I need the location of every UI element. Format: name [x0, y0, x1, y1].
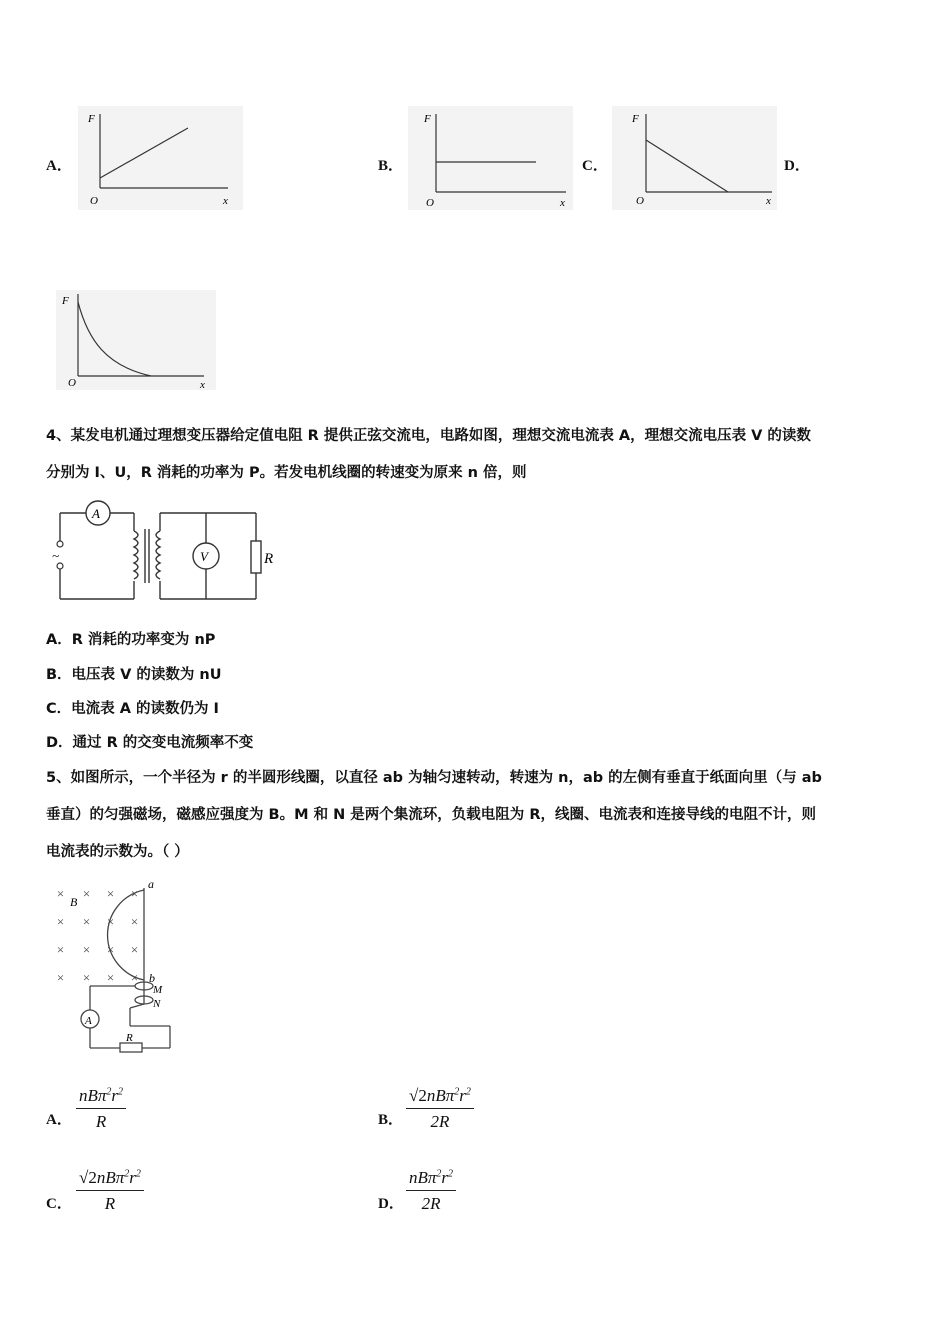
graph-b-constant — [408, 106, 573, 210]
q4-text-line1: 4、某发电机通过理想变压器给定值电阻 R 提供正弦交流电，电路如图，理想交流电流表 A，理想交流电压表 V 的读数 — [46, 428, 811, 444]
label-m: M — [153, 984, 163, 996]
field-cross: × — [82, 942, 91, 957]
q4-option-a: A．R 消耗的功率变为 nP — [46, 632, 216, 648]
origin-label: O — [90, 195, 98, 207]
ammeter-label: A — [92, 506, 100, 521]
graph-a-linear-increasing — [78, 106, 243, 210]
ac-source-symbol: ~ — [52, 548, 60, 563]
label-n: N — [153, 998, 161, 1010]
q5-option-b-label: B． — [378, 1112, 404, 1128]
voltmeter-label: V — [200, 549, 208, 564]
field-cross: × — [130, 886, 139, 901]
q5-text-line3: 电流表的示数为。（ ） — [46, 844, 189, 860]
x-label: x — [560, 197, 565, 209]
terminal-top — [57, 541, 63, 547]
option-d-label: D． — [784, 158, 810, 174]
field-cross: × — [82, 970, 91, 985]
q5-option-a-label: A． — [46, 1112, 72, 1128]
field-cross: × — [106, 886, 115, 901]
q5-option-d-formula: $\frac{nB\pi^2r^2}{2R}$ — [406, 1168, 456, 1214]
q4-circuit-diagram — [48, 497, 288, 605]
graph-line — [646, 140, 728, 192]
x-label: x — [223, 195, 228, 207]
y-label: F — [88, 113, 95, 125]
q5-option-d-label: D． — [378, 1196, 404, 1212]
q5-option-b-formula: $\frac{√2nB\pi^2r^2}{2R}$ — [406, 1086, 474, 1132]
y-label: F — [62, 295, 69, 307]
option-b-label: B． — [378, 158, 404, 174]
q5-option-c-formula: $\frac{√2nB\pi^2r^2}{R}$ — [76, 1168, 144, 1214]
ammeter-label: A — [85, 1015, 92, 1027]
option-c-label: C． — [582, 158, 608, 174]
q5-coil-figure — [52, 876, 182, 1056]
graph-line — [100, 128, 188, 178]
terminal-bottom — [57, 563, 63, 569]
y-label: F — [632, 113, 639, 125]
field-cross: × — [82, 914, 91, 929]
x-label: x — [766, 195, 771, 207]
field-cross: × — [56, 886, 65, 901]
q5-text-line1: 5、如图所示，一个半径为 r 的半圆形线圈，以直径 ab 为轴匀速转动，转速为 n，ab 的左侧有垂直于纸面向里（与 ab — [46, 770, 822, 786]
origin-label: O — [636, 195, 644, 207]
field-cross: × — [130, 942, 139, 957]
q5-option-a-formula: $\frac{nB\pi^2r^2}{R}$ — [76, 1086, 126, 1132]
field-cross: × — [106, 914, 115, 929]
resistor-label: R — [264, 551, 274, 567]
q4-option-b: B．电压表 V 的读数为 nU — [46, 667, 222, 683]
q4-option-c: C．电流表 A 的读数仍为 I — [46, 701, 219, 717]
field-cross: × — [56, 942, 65, 957]
field-label-b: B — [70, 895, 78, 909]
field-cross: × — [130, 914, 139, 929]
graph-c-linear-decreasing — [612, 106, 777, 210]
origin-label: O — [68, 377, 76, 389]
field-cross: × — [106, 970, 115, 985]
graph-curve — [78, 302, 151, 376]
field-cross: × — [130, 970, 139, 985]
label-r: R — [126, 1032, 133, 1044]
y-label: F — [424, 113, 431, 125]
graph-d-decaying-curve — [56, 290, 216, 390]
origin-label: O — [426, 197, 434, 209]
q5-option-c-label: C． — [46, 1196, 72, 1212]
field-cross: × — [56, 914, 65, 929]
field-cross: × — [82, 886, 91, 901]
x-label: x — [200, 379, 205, 390]
label-a: a — [148, 877, 154, 891]
q5-text-line2: 垂直）的匀强磁场，磁感应强度为 B。M 和 N 是两个集流环，负载电阻为 R，线圈、电流表和连接导线的电阻不计，则 — [46, 807, 817, 823]
field-cross: × — [106, 942, 115, 957]
label-b: b — [149, 971, 155, 985]
field-cross: × — [56, 970, 65, 985]
option-a-label: A． — [46, 158, 72, 174]
q4-option-d: D．通过 R 的交变电流频率不变 — [46, 735, 254, 751]
q4-text-line2: 分别为 I、U，R 消耗的功率为 P。若发电机线圈的转速变为原来 n 倍，则 — [46, 465, 527, 481]
